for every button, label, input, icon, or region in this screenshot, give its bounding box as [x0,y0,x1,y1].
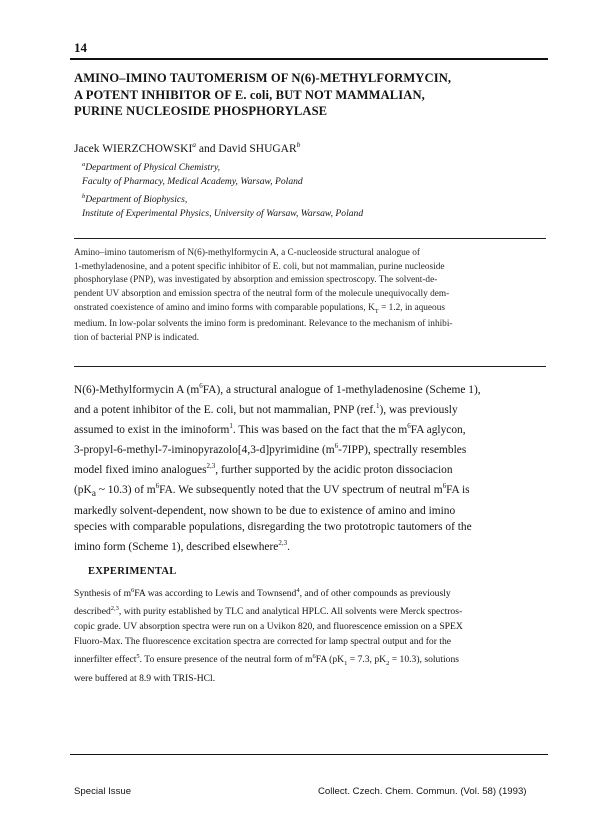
experimental-line: described$^{2,3}$, with purity established by TLC and analytical HPLC. All solvents were Merck spectros- [74,605,463,618]
author-list [74,140,300,155]
author-name: David SHUGAR [218,142,297,155]
affiliation-line: Faculty of Pharmacy, Medical Academy, Warsaw, Poland [82,176,303,188]
footer-citation: Collect. Czech. Chem. Commun. (Vol. 58) (1993) [318,786,527,797]
author-name: Jacek WIERZCHOWSKI [74,142,193,155]
abstract [74,247,544,346]
abstract-line: pendent UV absorption and emission spectra of the neutral form of the molecule unequivocally dem- [74,289,450,300]
title-line: PURINE NUCLEOSIDE PHOSPHORYLASE [74,104,328,118]
body-line: model fixed imino analogues$^{2,3}$, further supported by the acidic proton dissociacion [74,462,453,477]
abstract-bottom-rule [74,366,546,367]
footer-issue-label: Special Issue [74,786,132,797]
abstract-top-rule [74,238,546,239]
experimental-line: copic grade. UV absorption spectra were run on a Uvikon 820, and fluorescence emission on a SPEX [74,621,463,633]
experimental-line: Synthesis of $m^6FA$ was according to Lewis and Townsend$^4$, and of other compounds as previously [74,587,451,600]
body-line: imino form (Scheme 1), described elsewhere$^{2,3}$. [74,539,290,554]
body-line: and a potent inhibitor of the E. coli, but not mammalian, PNP (ref.$^1$), was previously [74,402,458,416]
author-conjunction: and [196,142,219,155]
body-line: ($pK_a$ ~ 10.3) of $m^6FA$. We subsequently noted that the UV spectrum of neutral $m^6FA$ is [74,482,470,500]
abstract-line: onstrated coexistence of amino and imino forms with comparable populations, $K_T = 1.2$, in aqueous [74,302,445,315]
affiliations [82,158,363,221]
affiliation-mark: a [82,161,86,168]
abstract-line: 1-methyladenosine, and a potent specific inhibitor of E. coli, but not mammalian, purine nucleoside [74,261,445,272]
body-line: N(6)-Methylformycin A $(m^6FA)$, a structural analogue of 1-methyladenosine (Scheme 1), [74,382,481,396]
experimental-paragraph [74,584,548,687]
affiliation-mark: b [82,192,86,200]
abstract-line: tion of bacterial PNP is indicated. [74,333,200,344]
experimental-line: innerfilter effect$^5$. To ensure presence of the neutral form of $m^6FA$ ($pK_1 = 7.3$, $pK_2 = 10.3$), solutions [74,653,459,668]
section-heading: EXPERIMENTAL [88,566,177,577]
body-line: 3-propyl-6-methyl-7-iminopyrazolo[4,3-d]pyrimidine $(m^6-7IPP)$, spectrally resembles [74,442,467,457]
abstract-line: Amino–imino tautomerism of N(6)-methylformycin A, a C-nucleoside structural analogue of [74,248,420,258]
affiliation-line: $^b$Department of Biophysics, [82,192,188,205]
experimental-line: were buffered at 8.9 with TRIS-HCl. [74,673,216,684]
affiliation-line: Institute of Experimental Physics, University of Warsaw, Warsaw, Poland [82,207,364,219]
affiliation-line: $^a$Department of Physical Chemistry, [82,161,221,174]
footer-rule [70,754,548,755]
author-mark: b [296,140,301,149]
body-line: species with comparable populations, disregarding the two prototropic tautomers of the [74,521,472,534]
abstract-line: medium. In low-polar solvents the imino form is predominant. Relevance to the mechanism of inhibi- [74,319,453,330]
author-mark: a [192,140,197,149]
article-title [74,70,544,120]
experimental-line: Fluoro-Max. The fluorescence excitation spectra are corrected for lamp spectral output and for the [74,636,452,648]
abstract-line: phosphorylase (PNP), was investigated by absorption and emission spectroscopy. The solvent-de- [74,275,438,286]
body-line: markedly solvent-dependent, now shown to be due to existence of amino and imino [74,504,456,517]
intro-paragraph [74,378,548,556]
body-line: assumed to exist in the iminoform$^1$. This was based on the fact that the $m^6FA$ aglycon, [74,422,466,436]
header-rule [70,58,548,60]
title-line: A POTENT INHIBITOR OF E. coli, BUT NOT MAMMALIAN, [74,87,425,102]
page-number: 14 [74,40,87,55]
title-line: AMINO–IMINO TAUTOMERISM OF N(6)-METHYLFORMYCIN, [74,71,452,85]
